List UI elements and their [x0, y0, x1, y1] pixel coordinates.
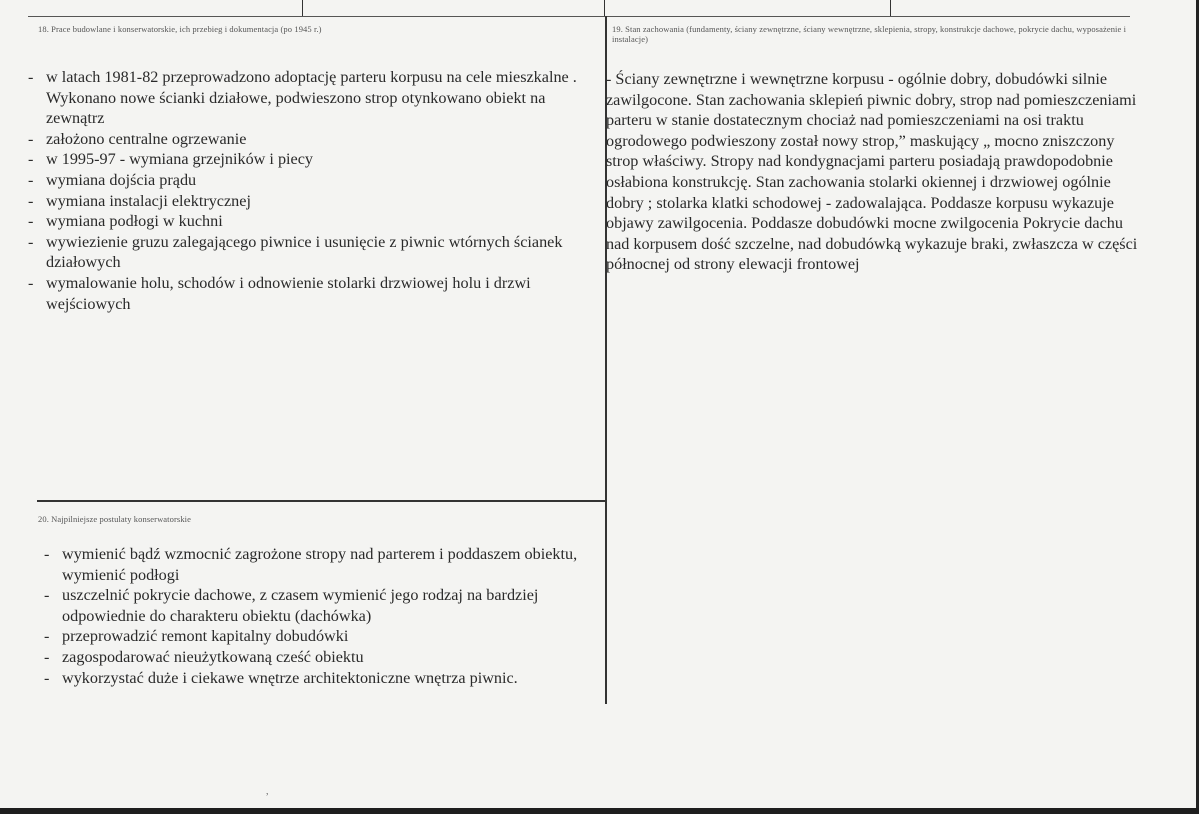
list-item-text: wykorzystać duże i ciekawe wnętrze architektoniczne wnętrza piwnic.	[62, 668, 518, 687]
bullet-dash: -	[44, 627, 50, 646]
bullet-dash: -	[28, 170, 34, 189]
list-item	[28, 67, 588, 129]
list-item-text: wymalowanie holu, schodów i odnowienie stolarki drzwiowej holu i drzwi wejściowych	[46, 273, 531, 313]
list-item	[44, 647, 604, 668]
list-item-text: założono centralne ogrzewanie	[46, 129, 247, 148]
bullet-dash: -	[44, 668, 50, 687]
list-item	[28, 232, 588, 273]
section-20-caption: 20. Najpilniejsze postulaty konserwatorskie	[38, 514, 192, 524]
list-item	[28, 273, 588, 314]
list-item	[44, 585, 604, 626]
bullet-dash: -	[28, 129, 34, 148]
list-item-text: przeprowadzić remont kapitalny dobudówki	[62, 627, 349, 646]
list-item	[28, 149, 588, 170]
list-item-text: w latach 1981-82 przeprowadzono adoptację parteru korpusu na cele mieszkalne . Wykonano nowe ścianki działowe, podwieszono strop otynkowano obiekt na zewnątrz	[46, 68, 577, 128]
list-item	[28, 129, 588, 150]
section-20-list	[44, 544, 604, 688]
bullet-dash: -	[44, 647, 50, 666]
list-item	[28, 170, 588, 191]
bullet-dash: -	[28, 232, 34, 251]
list-item	[44, 626, 604, 647]
scan-speck: ,	[266, 786, 269, 797]
bullet-dash: -	[28, 191, 34, 210]
list-item-text: zagospodarować nieużytkowaną cześć obiektu	[62, 647, 364, 666]
bottom-page-edge	[0, 808, 1199, 814]
list-item-text: wymiana instalacji elektrycznej	[46, 191, 251, 210]
top-tick-right	[890, 0, 891, 16]
top-tick-mid	[604, 0, 605, 16]
list-item	[44, 544, 604, 585]
list-item-text: wymiana podłogi w kuchni	[46, 212, 223, 231]
bullet-dash: -	[28, 212, 34, 231]
bullet-dash: -	[44, 545, 50, 563]
top-horizontal-rule	[28, 16, 1130, 17]
bullet-dash: -	[28, 273, 34, 292]
bullet-dash: -	[28, 150, 34, 169]
list-item	[28, 211, 588, 232]
bullet-dash: -	[28, 68, 34, 86]
top-tick-left	[302, 0, 303, 16]
list-item-text: w 1995-97 - wymiana grzejników i piecy	[46, 150, 314, 169]
section-19-caption: 19. Stan zachowania (fundamenty, ściany zewnętrzne, ściany wewnętrzne, sklepienia, stropy, konstrukcje dachowe, pokrycie dachu, wyposażenie i instalacje)	[612, 24, 1127, 44]
section-20-top-rule	[37, 500, 606, 502]
list-item-text: wymiana dojścia prądu	[46, 170, 197, 189]
section-18-list	[28, 67, 588, 314]
list-item-text: uszczelnić pokrycie dachowe, z czasem wymienić jego rodzaj na bardziej odpowiednie do charakteru obiektu (dachówka)	[62, 586, 539, 625]
list-item	[28, 191, 588, 212]
list-item-text: wywiezienie gruzu zalegającego piwnice i usunięcie z piwnic wtórnych ścianek działowych	[46, 232, 563, 272]
section-18-caption: 18. Prace budowlane i konserwatorskie, ich przebieg i dokumentacja (po 1945 r.)	[38, 24, 322, 34]
list-item	[44, 668, 604, 689]
section-19-text: - Ściany zewnętrzne i wewnętrzne korpusu - ogólnie dobry, dobudówki silnie zawilgocone. Stan zachowania sklepień piwnic dobry, strop nad pomieszczeniami parteru w stanie dostatecznym chociaż nad pomieszczeniami na osi traktu ogrodowego podwieszony został nowy strop,” maskujący „ mocno zniszczony strop właściwy. Stropy nad kondygnacjami parteru posiadają prawdopodobnie osłabiona konstrukcję. Stan zachowania stolarki okiennej i drzwiowej ogólnie dobry ; stolarka klatki schodowej - zadowalająca. Poddasze korpusu wykazuje objawy zawilgocenia. Poddasze dobudówki mocne zwilgocenia Pokrycie dachu nad korpusem dość szczelne, nad dobudówką wykazuje braki, zwłaszcza w części północnej od strony elewacji frontowej	[606, 70, 1138, 274]
list-item-text: wymienić bądź wzmocnić zagrożone stropy nad parterem i poddaszem obiektu, wymienić podłogi	[62, 545, 578, 584]
bullet-dash: -	[44, 586, 50, 605]
